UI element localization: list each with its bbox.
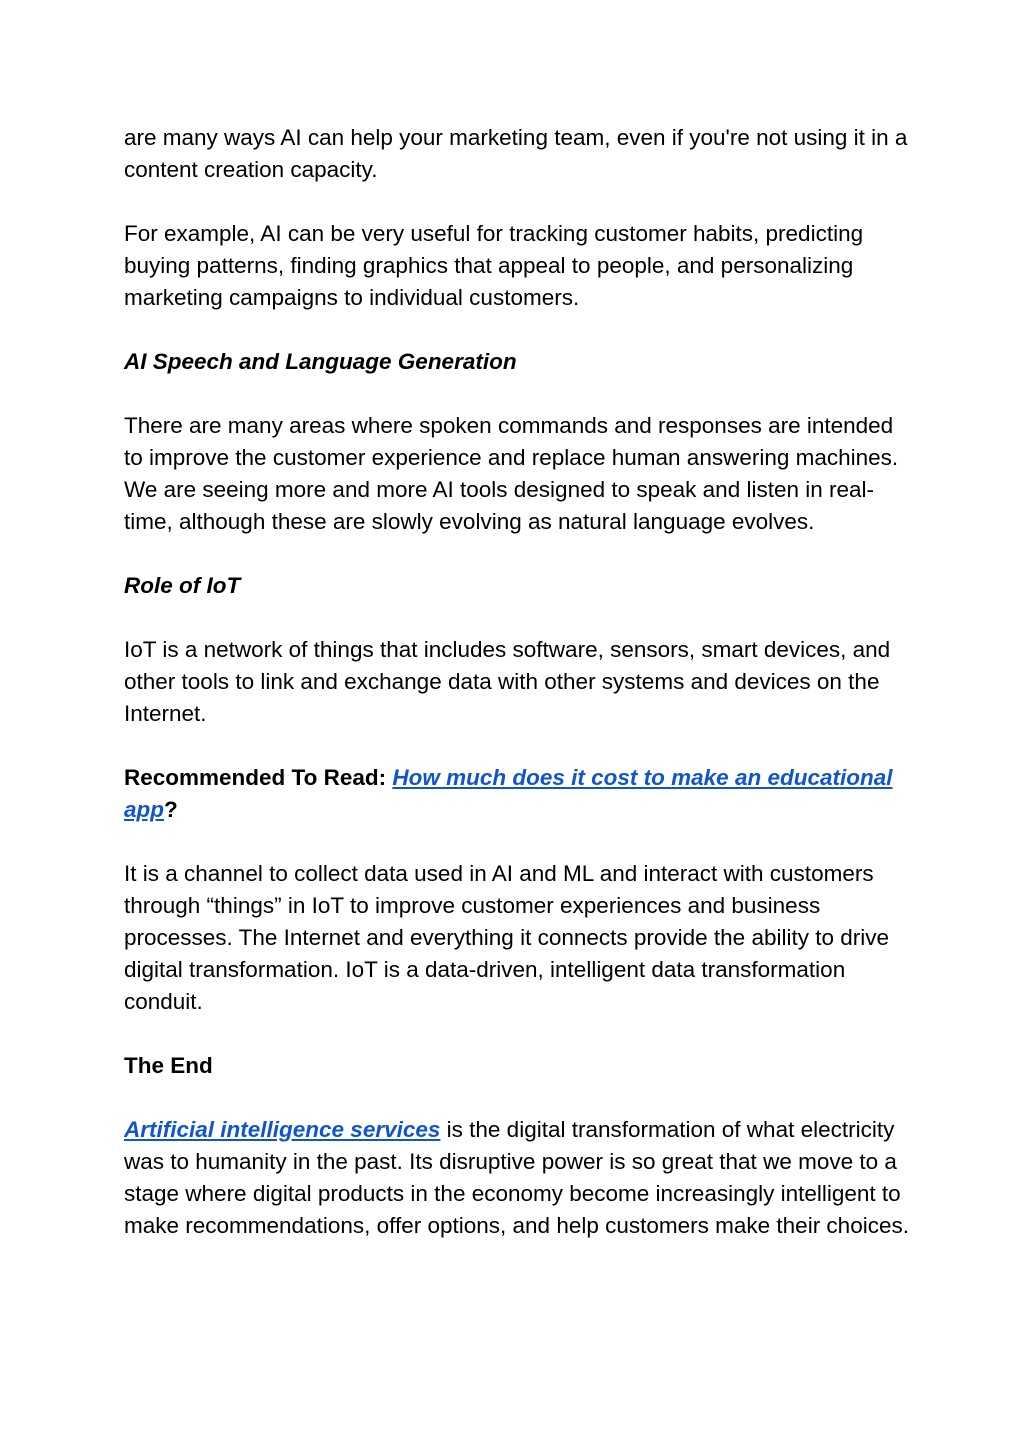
paragraph-iot-channel: It is a channel to collect data used in AI and ML and interact with customers through “things” in IoT to improve customer experiences and business processes. The Internet and everything it connects provide the ability to drive digital transformation. IoT is a data-driven, intelligent data transformation conduit.	[124, 861, 890, 1014]
recommended-suffix: ?	[164, 797, 178, 822]
paragraph-ai-examples: For example, AI can be very useful for tracking customer habits, predicting buying patterns, finding graphics that appeal to people, and personalizing marketing campaigns to individual customers.	[124, 221, 864, 310]
ai-services-link[interactable]: Artificial intelligence services	[124, 1117, 441, 1142]
paragraph-iot-definition: IoT is a network of things that includes software, sensors, smart devices, and other tools to link and exchange data with other systems and devices on the Internet.	[124, 637, 891, 726]
heading-ai-speech: AI Speech and Language Generation	[124, 349, 517, 374]
educational-app-link[interactable]: How much does it cost to make an educational app	[124, 765, 893, 822]
heading-the-end: The End	[124, 1053, 213, 1078]
heading-role-of-iot: Role of IoT	[124, 573, 241, 598]
recommended-read	[124, 762, 914, 826]
recommended-label: Recommended To Read:	[124, 765, 393, 790]
paragraph-conclusion	[124, 1114, 914, 1242]
paragraph-marketing-intro: are many ways AI can help your marketing team, even if you're not using it in a content creation capacity.	[124, 125, 908, 182]
conclusion-text: is the digital transformation of what electricity was to humanity in the past. Its disruptive power is so great that we move to a stage where digital products in the economy become increasingly intelligent to make recommendations, offer options, and help customers make their choices.	[124, 1117, 909, 1238]
paragraph-speech-language: There are many areas where spoken commands and responses are intended to improve the customer experience and replace human answering machines. We are seeing more and more AI tools designed to speak and listen in real-time, although these are slowly evolving as natural language evolves.	[124, 413, 899, 534]
